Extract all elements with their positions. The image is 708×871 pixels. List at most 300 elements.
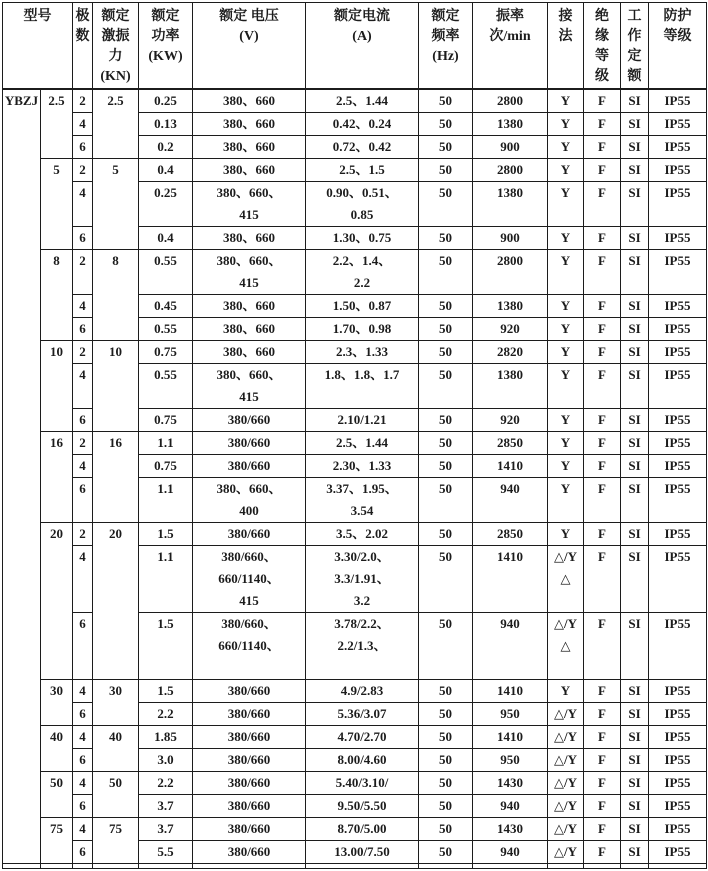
cell-text: 4 [79, 184, 86, 200]
cell-text: IP55 [664, 161, 691, 177]
cell-text: 2.2 [157, 774, 174, 790]
table-cell [584, 477, 621, 522]
table-cell [473, 522, 548, 545]
cell-text: 380、660 [222, 343, 275, 359]
cell-text: Y [560, 343, 571, 359]
header-label: 激振 [101, 29, 130, 44]
cell-text: 4 [79, 774, 86, 790]
cell-text: 50 [439, 138, 452, 154]
cell-text: 0.75 [154, 411, 177, 427]
cell-text: 3.5、2.02 [335, 525, 388, 541]
cell-text: 380、660、 [216, 366, 282, 382]
cell-text: 940 [500, 843, 520, 859]
cell-text: IP55 [664, 525, 691, 541]
table-cell [473, 454, 548, 477]
table-cell [193, 679, 306, 702]
cell-text: IP55 [664, 252, 691, 268]
table-cell [73, 431, 93, 454]
table-cell [73, 545, 93, 612]
table-cell [93, 771, 139, 817]
table-cell [419, 863, 473, 868]
table-cell [73, 317, 93, 340]
cell-text: Y [560, 411, 571, 427]
table-cell [621, 89, 649, 113]
table-row [3, 89, 707, 113]
cell-text: 40 [109, 728, 122, 744]
cell-text: 6 [79, 229, 86, 245]
cell-text: 6 [79, 705, 86, 721]
cell-text: 75 [109, 820, 122, 836]
table-cell [306, 840, 419, 863]
cell-text: 2.5 [48, 92, 65, 108]
table-cell [548, 725, 584, 748]
cell-text: 1380 [497, 297, 523, 313]
table-body [3, 89, 707, 869]
cell-text: 1430 [497, 774, 523, 790]
cell-text: 4 [79, 820, 86, 836]
table-cell [139, 817, 193, 840]
table-cell [73, 135, 93, 158]
table-cell [419, 748, 473, 771]
cell-text: 380、660、 [216, 480, 282, 496]
table-cell [473, 340, 548, 363]
cell-text: 940 [500, 615, 520, 631]
cell-text: 0.25 [154, 184, 177, 200]
table-cell [649, 158, 707, 181]
table-cell [73, 408, 93, 431]
cell-text: 50 [439, 525, 452, 541]
cell-text: F [598, 705, 606, 721]
cell-text: IP55 [664, 457, 691, 473]
table-cell [473, 89, 548, 113]
cell-text: 50 [439, 92, 452, 108]
cell-text: 1.8、1.8、1.7 [324, 366, 400, 382]
cell-text: 2800 [497, 92, 523, 108]
cell-text: 6 [79, 138, 86, 154]
header-label: 等级 [663, 29, 692, 44]
table-cell [419, 340, 473, 363]
cell-text: IP55 [664, 728, 691, 744]
cell-text: F [598, 161, 606, 177]
table-cell [621, 135, 649, 158]
table-cell [306, 454, 419, 477]
table-cell [41, 863, 73, 868]
cell-text: SI [628, 751, 641, 767]
table-cell [584, 89, 621, 113]
table-cell [41, 522, 73, 679]
table-cell [419, 363, 473, 408]
table-cell [584, 363, 621, 408]
cell-text: 0.72、0.42 [332, 138, 392, 154]
cell-text: 50 [439, 161, 452, 177]
cell-text: 6 [79, 480, 86, 496]
table-cell [473, 112, 548, 135]
table-cell [548, 840, 584, 863]
table-cell [584, 158, 621, 181]
table-cell [649, 840, 707, 863]
cell-text: 660/1140、 [218, 637, 280, 653]
cell-text: F [598, 797, 606, 813]
cell-text: 6 [79, 797, 86, 813]
table-cell [193, 702, 306, 725]
table-cell [73, 294, 93, 317]
table-cell [306, 135, 419, 158]
cell-text: 50 [439, 184, 452, 200]
header-label: 频率 [431, 29, 460, 44]
table-cell [621, 771, 649, 794]
table-cell [73, 522, 93, 545]
cell-text: SI [628, 820, 641, 836]
cell-text: IP55 [664, 184, 691, 200]
header-label: (KN) [100, 69, 131, 84]
cell-text: F [598, 728, 606, 744]
cell-text: 0.25 [154, 92, 177, 108]
table-cell [73, 840, 93, 863]
cell-text: 380/660、 [221, 615, 277, 631]
cell-text: 380、660 [222, 297, 275, 313]
cell-text: IP55 [664, 705, 691, 721]
table-cell [73, 477, 93, 522]
header-cell-rated-frequency [419, 3, 473, 89]
header-label: 额定 [151, 9, 180, 24]
header-label: 缘 [595, 29, 609, 44]
table-cell [419, 249, 473, 294]
cell-text: 2800 [497, 161, 523, 177]
cell-text: 415 [239, 388, 259, 404]
table-cell [41, 725, 73, 771]
cell-text: F [598, 138, 606, 154]
cell-text: F [598, 252, 606, 268]
cell-text: 1.1 [157, 548, 174, 564]
table-cell [419, 112, 473, 135]
cell-text: 1.5 [157, 682, 174, 698]
cell-text: F [598, 615, 606, 631]
table-cell [649, 794, 707, 817]
table-cell [93, 863, 139, 868]
table-cell [649, 112, 707, 135]
cell-text: 1430 [497, 820, 523, 836]
table-cell [193, 249, 306, 294]
header-cell-connection [548, 3, 584, 89]
cell-text: △/Y [554, 774, 577, 790]
table-cell [306, 612, 419, 679]
cell-text: 4 [79, 728, 86, 744]
table-cell [649, 89, 707, 113]
cell-text: 1.1 [157, 434, 174, 450]
table-cell [473, 408, 548, 431]
table-cell [621, 112, 649, 135]
table-cell [193, 340, 306, 363]
cell-text: 30 [109, 682, 122, 698]
cell-text: △/Y [554, 820, 577, 836]
table-cell [473, 294, 548, 317]
cell-text: F [598, 751, 606, 767]
table-cell [139, 408, 193, 431]
cell-text: F [598, 366, 606, 382]
cell-text: 3.37、1.95、 [326, 480, 398, 496]
table-cell [548, 181, 584, 226]
cell-text: 5.36/3.07 [337, 705, 387, 721]
cell-text: 1.5 [157, 525, 174, 541]
cell-text: 1410 [497, 457, 523, 473]
header-cell-poles [73, 3, 93, 89]
cell-text: 4 [79, 115, 86, 131]
table-cell [3, 863, 41, 868]
table-cell [73, 454, 93, 477]
cell-text: Y [560, 92, 571, 108]
table-cell [193, 454, 306, 477]
header-label: 次/min [489, 29, 531, 44]
table-cell [584, 181, 621, 226]
cell-text: Y [560, 682, 571, 698]
table-cell [584, 317, 621, 340]
table-cell [419, 702, 473, 725]
cell-text: Y [560, 115, 571, 131]
table-cell [621, 794, 649, 817]
table-cell [621, 340, 649, 363]
header-label: (KW) [148, 49, 183, 64]
table-cell [419, 294, 473, 317]
header-label: (V) [239, 29, 259, 44]
cell-text: 5.40/3.10/ [335, 774, 389, 790]
cell-text: 940 [500, 480, 520, 496]
cell-text: 0.90、0.51、 [326, 184, 398, 200]
table-cell [306, 181, 419, 226]
cell-text: △/Y [554, 797, 577, 813]
table-cell [306, 771, 419, 794]
table-cell [473, 363, 548, 408]
table-cell [548, 679, 584, 702]
cell-text: 50 [439, 320, 452, 336]
cell-text: 2.3、1.33 [335, 343, 388, 359]
cell-text: IP55 [664, 229, 691, 245]
table-cell [73, 725, 93, 748]
cell-text: 0.55 [154, 252, 177, 268]
header-cell-insulation-class [584, 3, 621, 89]
table-cell [306, 522, 419, 545]
cell-text: SI [628, 92, 641, 108]
table-cell [548, 431, 584, 454]
cell-text: F [598, 297, 606, 313]
table-cell [139, 454, 193, 477]
table-cell [473, 612, 548, 679]
cell-text: 50 [439, 457, 452, 473]
table-row [3, 725, 707, 748]
cell-text: SI [628, 320, 641, 336]
table-cell [548, 612, 584, 679]
cell-text: IP55 [664, 751, 691, 767]
header-label: 力 [108, 49, 123, 64]
table-cell [193, 408, 306, 431]
table-cell [649, 340, 707, 363]
table-cell [621, 477, 649, 522]
cell-text: 50 [439, 343, 452, 359]
table-cell [306, 545, 419, 612]
table-cell [306, 317, 419, 340]
cell-text: 415 [239, 274, 259, 290]
table-cell [419, 135, 473, 158]
cell-text: △ [560, 570, 571, 586]
cell-text: 50 [439, 411, 452, 427]
cell-text: SI [628, 797, 641, 813]
table-cell [306, 112, 419, 135]
cell-text: 2 [79, 161, 86, 177]
cell-text: 50 [439, 843, 452, 859]
cell-text: 2.5 [107, 92, 124, 108]
header-label: 绝 [595, 9, 609, 24]
table-cell [548, 454, 584, 477]
cell-text: Y [560, 480, 571, 496]
table-cell [548, 294, 584, 317]
header-label: 额定 电压 [219, 9, 279, 24]
cell-text: 75 [50, 820, 63, 836]
table-cell [621, 725, 649, 748]
cell-text: IP55 [664, 682, 691, 698]
table-cell [93, 522, 139, 679]
cell-text: SI [628, 525, 641, 541]
table-cell [419, 817, 473, 840]
table-cell [473, 840, 548, 863]
cell-text: IP55 [664, 297, 691, 313]
cell-text: Y [560, 457, 571, 473]
cell-text: SI [628, 682, 641, 698]
cell-text: 2.30、1.33 [332, 457, 392, 473]
table-cell [473, 226, 548, 249]
cell-text: 4.9/2.83 [340, 682, 384, 698]
cell-text: 2850 [497, 525, 523, 541]
table-cell [139, 249, 193, 294]
header-label: (Hz) [432, 49, 459, 64]
table-cell [473, 158, 548, 181]
table-cell [41, 431, 73, 522]
table-cell [621, 249, 649, 294]
header-cell-rated-power [139, 3, 193, 89]
table-cell [139, 679, 193, 702]
cell-text: △/Y [554, 843, 577, 859]
cell-text: 2 [79, 343, 86, 359]
table-row [3, 771, 707, 794]
cell-text: SI [628, 138, 641, 154]
table-row [3, 522, 707, 545]
table-cell [93, 431, 139, 522]
table-cell [193, 794, 306, 817]
cell-text: 20 [50, 525, 63, 541]
cell-text: IP55 [664, 615, 691, 631]
cell-text: 0.13 [154, 115, 177, 131]
table-cell [419, 612, 473, 679]
cell-text: 8.00/4.60 [337, 751, 387, 767]
cell-text [306, 657, 418, 679]
table-cell [193, 226, 306, 249]
cell-text: 2 [79, 252, 86, 268]
table-cell [548, 363, 584, 408]
cell-text: F [598, 115, 606, 131]
cell-text: 660/1140、 [218, 570, 280, 586]
table-cell [548, 317, 584, 340]
cell-text: IP55 [664, 411, 691, 427]
cell-text: 380/660 [227, 751, 271, 767]
table-cell [193, 477, 306, 522]
table-cell [621, 840, 649, 863]
table-cell [548, 522, 584, 545]
header-label: 极 [75, 9, 90, 24]
table-cell [621, 294, 649, 317]
table-cell [584, 249, 621, 294]
cell-text: △/Y [554, 615, 577, 631]
cell-text: Y [560, 297, 571, 313]
table-row [3, 431, 707, 454]
header-cell-protection-class [649, 3, 707, 89]
cell-text: 1380 [497, 115, 523, 131]
table-cell [419, 408, 473, 431]
cell-text: 1.30、0.75 [332, 229, 392, 245]
table-cell [649, 702, 707, 725]
table-cell [649, 135, 707, 158]
cell-text: SI [628, 774, 641, 790]
table-cell [473, 317, 548, 340]
cell-text: 380、660 [222, 161, 275, 177]
table-cell [73, 181, 93, 226]
table-cell [41, 771, 73, 817]
cell-text: 1410 [497, 682, 523, 698]
cell-text: △/Y [554, 751, 577, 767]
table-cell [621, 226, 649, 249]
cell-text: 900 [500, 229, 520, 245]
table-cell [73, 249, 93, 294]
cell-text: 0.85 [350, 206, 374, 222]
table-cell [649, 477, 707, 522]
table-cell [193, 771, 306, 794]
table-cell [473, 477, 548, 522]
cell-text: Y [560, 252, 571, 268]
table-cell [584, 408, 621, 431]
cell-text: SI [628, 615, 641, 631]
table-cell [649, 408, 707, 431]
table-row-partial [3, 863, 707, 868]
table-cell [41, 679, 73, 725]
header-label: 额定 [431, 9, 460, 24]
cell-text: △/Y [554, 728, 577, 744]
cell-text: 6 [79, 843, 86, 859]
cell-text: 400 [239, 502, 259, 518]
table-row [3, 158, 707, 181]
table-cell [93, 340, 139, 431]
cell-text: 0.4 [157, 229, 174, 245]
table-cell [649, 431, 707, 454]
cell-text: 20 [109, 525, 122, 541]
table-cell [139, 158, 193, 181]
header-label: 接 [558, 9, 573, 24]
table-cell [621, 431, 649, 454]
cell-text: 4 [79, 457, 86, 473]
cell-text: 380、660 [222, 92, 275, 108]
table-row [3, 817, 707, 840]
table-cell [306, 477, 419, 522]
cell-text: 380、660 [222, 229, 275, 245]
table-cell [548, 226, 584, 249]
table-cell [93, 725, 139, 771]
table-cell [548, 249, 584, 294]
cell-text: 13.00/7.50 [334, 843, 390, 859]
cell-text: IP55 [664, 434, 691, 450]
cell-text: 380/660 [227, 843, 271, 859]
cell-text: 380、660 [222, 115, 275, 131]
table-cell [649, 612, 707, 679]
cell-text: 3.2 [353, 592, 371, 608]
table-cell [306, 431, 419, 454]
cell-text: 2 [79, 92, 86, 108]
cell-text: SI [628, 457, 641, 473]
